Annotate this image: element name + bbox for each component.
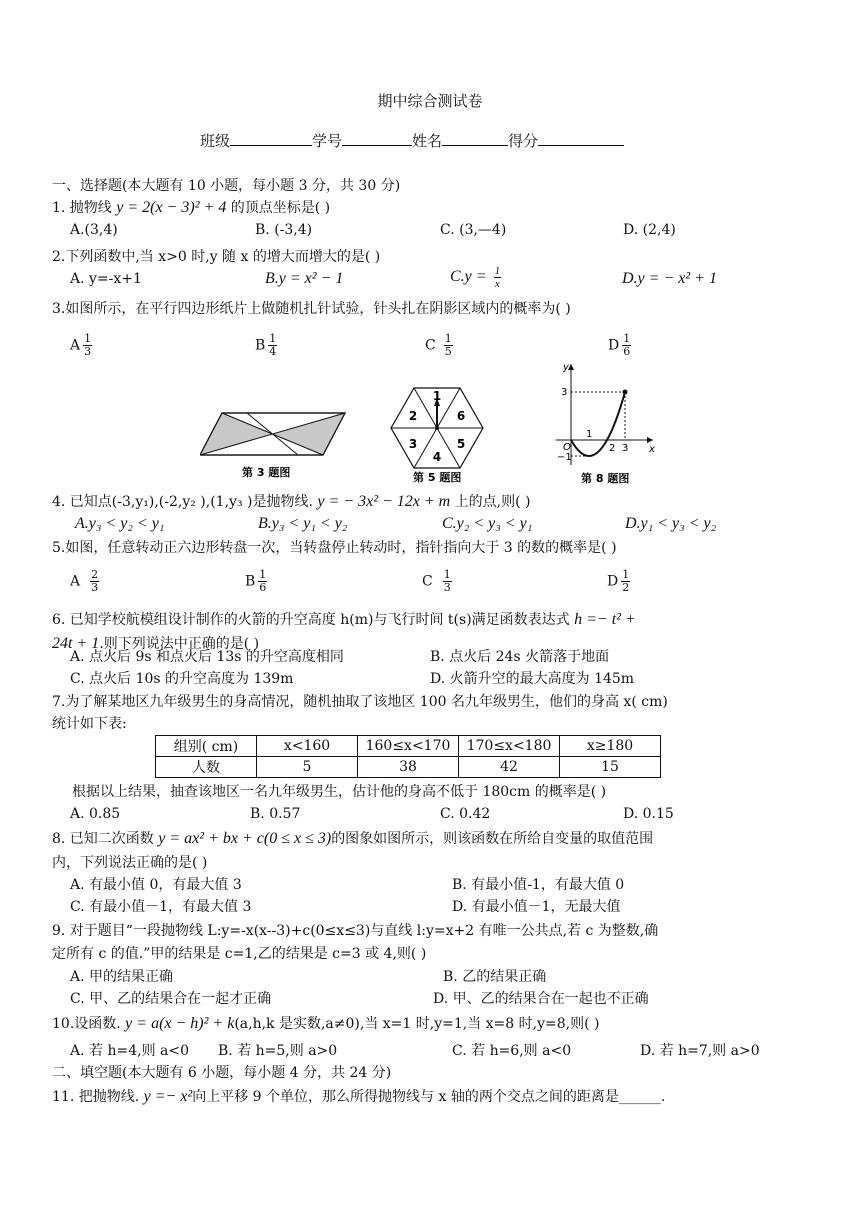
height-data-table: [155, 735, 661, 778]
q2-stem: 2.下列函数中,当 x>0 时,y 随 x 的增大而增大的是( ): [52, 249, 381, 265]
table-row: [156, 736, 661, 757]
hex-num: 1: [432, 389, 442, 403]
svg-text:−1: −1: [557, 452, 572, 463]
q4-stem: 4. 已知点(-3,y₁),(-2,y₂ ),(1,y₃ )是抛物线. y = − 3x² − 12x + m 上的点,则( ): [52, 493, 531, 510]
class-label: 班级: [200, 132, 231, 150]
q11-stem: 11. 把抛物线. y =− x²向上平移 9 个单位，那么所得抛物线与 x 轴的两个交点之间的距离是______.: [52, 1088, 666, 1105]
q1-option-d[interactable]: D. (2,4): [623, 222, 676, 238]
q2-option-b[interactable]: B.y = x² − 1: [265, 270, 344, 287]
q6-stem-line1: 6. 已知学校航模组设计制作的火箭的升空高度 h(m)与飞行时间 t(s)满足函数表达式 h =− t² +: [52, 611, 636, 628]
q10-option-b[interactable]: B. 若 h=5,则 a>0: [218, 1043, 338, 1059]
name-blank[interactable]: [442, 131, 508, 146]
q7-stem-line3: 根据以上结果，抽查该地区一名九年级男生，估计他的身高不低于 180cm 的概率是( ): [72, 784, 607, 800]
q6-option-b[interactable]: B. 点火后 24s 火箭落于地面: [430, 649, 610, 665]
q4-option-d[interactable]: D.y₁ < y₃ < y₂: [625, 515, 717, 532]
q5-option-b[interactable]: B $\frac{1}{6}$: [245, 568, 267, 594]
hex-num: 2: [408, 409, 418, 423]
q9-stem-line1: 9. 对于题目“一段抛物线 L:y=-x(x--3)+c(0≤x≤3)与直线 l:y=x+2 有唯一公共点,若 c 为整数,确: [52, 923, 659, 939]
page-title: 期中综合测试卷: [377, 92, 483, 110]
q8-option-a[interactable]: A. 有最小值 0，有最大值 3: [70, 877, 242, 893]
q3-option-c[interactable]: C $\frac{1}{5}$: [425, 332, 452, 358]
q7-option-a[interactable]: A. 0.85: [70, 806, 121, 822]
section-2-heading: 二、填空题(本大题有 6 小题，每小题 4 分，共 24 分): [52, 1065, 392, 1081]
figure-8-caption: 第 8 题图: [581, 472, 630, 485]
q8-option-c[interactable]: C. 有最小值－1，有最大值 3: [70, 899, 252, 915]
table-cell: 15: [560, 757, 661, 778]
q7-stem-line1: 7.为了解某地区九年级男生的身高情况，随机抽取了该地区 100 名九年级男生，他们的身高 x( cm): [52, 694, 668, 710]
svg-text:3: 3: [622, 443, 629, 454]
q8-option-b[interactable]: B. 有最小值-1，有最大值 0: [452, 877, 625, 893]
q5-option-d[interactable]: D $\frac{1}{2}$: [607, 568, 630, 594]
svg-text:1: 1: [586, 429, 593, 440]
q3-option-d[interactable]: D $\frac{1}{6}$: [608, 332, 631, 358]
q3-option-b[interactable]: B $\frac{1}{4}$: [255, 332, 277, 358]
svg-text:y: y: [563, 362, 569, 373]
q7-option-b[interactable]: B. 0.57: [250, 806, 301, 822]
q2-option-d[interactable]: D.y = − x² + 1: [622, 270, 717, 287]
table-cell: 42: [459, 757, 560, 778]
svg-text:x: x: [649, 444, 655, 455]
q9-option-a[interactable]: A. 甲的结果正确: [70, 969, 174, 985]
q10-option-d[interactable]: D. 若 h=7,则 a>0: [640, 1043, 760, 1059]
q8-stem-line2: 内，下列说法正确的是( ): [52, 855, 208, 871]
id-label: 学号: [312, 132, 343, 150]
q9-option-b[interactable]: B. 乙的结果正确: [443, 969, 547, 985]
figure-5-caption: 第 5 题图: [413, 471, 462, 483]
q6-option-a[interactable]: A. 点火后 9s 和点火后 13s 的升空高度相同: [70, 649, 344, 665]
table-cell: 组别( cm): [156, 736, 257, 757]
q4-option-c[interactable]: C.y₂ < y₃ < y₁: [442, 515, 533, 532]
figure-3-caption: 第 3 题图: [242, 466, 291, 479]
q10-stem: 10.设函数. y = a(x − h)² + k(a,h,k 是实数,a≠0),当 x=1 时,y=1,当 x=8 时,y=8,则( ): [52, 1015, 600, 1032]
q2-option-a[interactable]: A. y=-x+1: [70, 271, 142, 287]
q9-stem-line2: 定所有 c 的值.”甲的结果是 c=1,乙的结果是 c=3 或 4,则( ): [52, 946, 427, 962]
q3-stem: 3.如图所示，在平行四边形纸片上做随机扎针试验，针头扎在阴影区域内的概率为( ): [52, 301, 571, 317]
student-info-line: [200, 130, 624, 151]
class-blank[interactable]: [230, 131, 312, 146]
table-cell: 人数: [156, 757, 257, 778]
figure-5-hexagon: [385, 383, 490, 483]
hex-num: 3: [408, 437, 418, 451]
q5-option-a[interactable]: A $\frac{2}{3}$: [70, 568, 99, 594]
name-label: 姓名: [412, 132, 443, 150]
q10-option-c[interactable]: C. 若 h=6,则 a<0: [452, 1043, 572, 1059]
score-label: 得分: [508, 132, 539, 150]
q1-option-b[interactable]: B. (-3,4): [255, 222, 313, 238]
score-blank[interactable]: [538, 131, 624, 146]
hex-num: 6: [456, 409, 466, 423]
table-cell: x<160: [257, 736, 358, 757]
q1-option-a[interactable]: A.(3,4): [70, 222, 118, 238]
svg-text:O: O: [563, 442, 571, 453]
q6-option-d[interactable]: D. 火箭升空的最大高度为 145m: [430, 671, 635, 687]
table-cell: 160≤x<170: [358, 736, 459, 757]
table-row: [156, 757, 661, 778]
q8-stem-line1: 8. 已知二次函数 y = ax² + bx + c(0 ≤ x ≤ 3)的图象如图所示，则该函数在所给自变量的取值范围: [52, 830, 654, 847]
svg-text:2: 2: [609, 443, 616, 454]
q6-option-c[interactable]: C. 点火后 10s 的升空高度为 139m: [70, 671, 294, 687]
q1-option-c[interactable]: C. (3,—4): [440, 222, 507, 238]
q10-option-a[interactable]: A. 若 h=4,则 a<0: [70, 1043, 189, 1059]
hex-num: 4: [432, 450, 442, 464]
q7-stem-line2: 统计如下表:: [52, 716, 127, 732]
figure-3-parallelogram: [200, 410, 350, 482]
table-cell: 5: [257, 757, 358, 778]
q5-stem: 5.如图，任意转动正六边形转盘一次，当转盘停止转动时，指针指向大于 3 的数的概率是( ): [52, 540, 617, 556]
id-blank[interactable]: [342, 131, 412, 146]
q4-option-a[interactable]: A.y₃ < y₂ < y₁: [75, 515, 165, 532]
q6-stem-line2: 24t + 1.则下列说法中正确的是( ): [52, 635, 260, 652]
q8-option-d[interactable]: D. 有最小值－1，无最大值: [452, 899, 621, 915]
hex-num: 5: [456, 437, 466, 451]
q3-option-a[interactable]: A $\frac{1}{3}$: [70, 332, 92, 358]
q9-option-c[interactable]: C. 甲、乙的结果合在一起才正确: [70, 991, 272, 1007]
table-cell: 170≤x<180: [459, 736, 560, 757]
figure-8-graph: [553, 360, 663, 485]
table-cell: x≥180: [560, 736, 661, 757]
q4-option-b[interactable]: B.y₃ < y₁ < y₂: [258, 515, 348, 532]
q9-option-d[interactable]: D. 甲、乙的结果合在一起也不正确: [433, 991, 649, 1007]
section-1-heading: 一、选择题(本大题有 10 小题，每小题 3 分，共 30 分): [52, 178, 401, 194]
q2-option-c[interactable]: C.y = $\frac{1}{x}$: [450, 265, 501, 290]
svg-text:3: 3: [561, 387, 568, 398]
q1-stem: 1. 抛物线 y = 2(x − 3)² + 4 的顶点坐标是( ): [52, 199, 331, 216]
q5-option-c[interactable]: C $\frac{1}{3}$: [422, 568, 451, 594]
q7-option-c[interactable]: C. 0.42: [440, 806, 491, 822]
q7-option-d[interactable]: D. 0.15: [623, 806, 674, 822]
table-cell: 38: [358, 757, 459, 778]
